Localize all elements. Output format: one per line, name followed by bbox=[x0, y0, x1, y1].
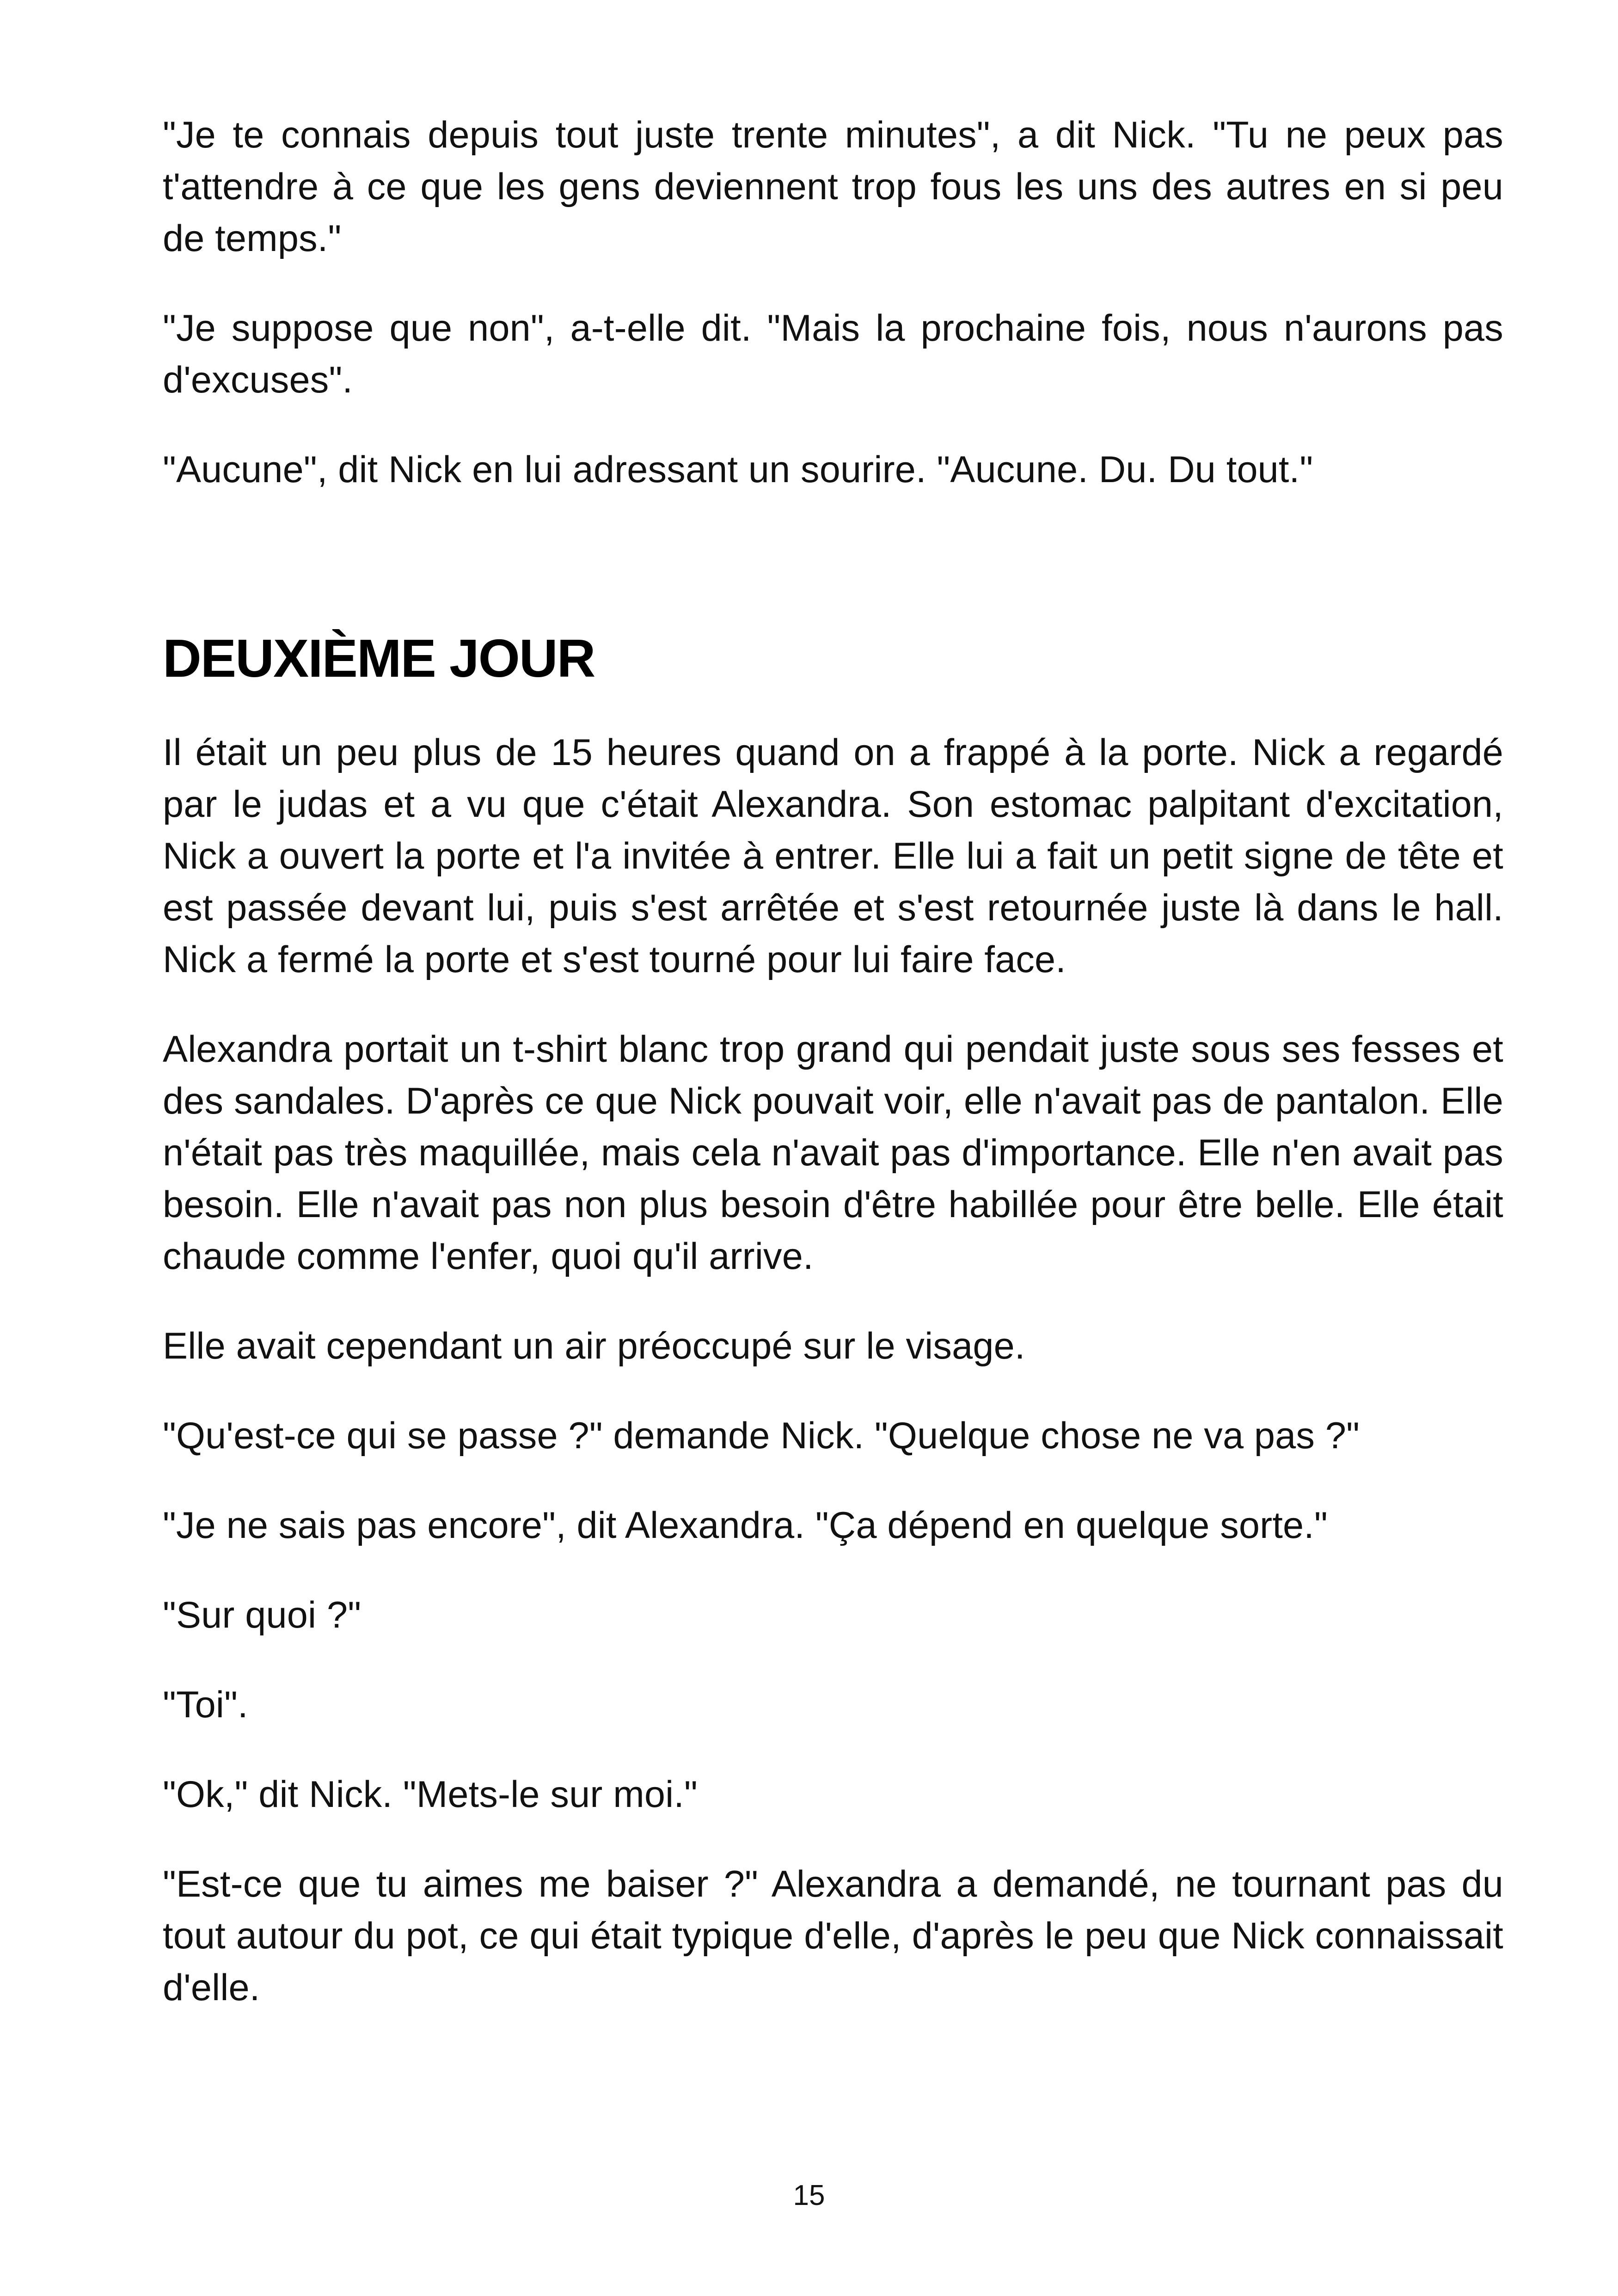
paragraph: "Toi". bbox=[163, 1684, 248, 1726]
chapter-title: DEUXIÈME JOUR bbox=[163, 628, 595, 688]
paragraph: "Je te connais depuis tout juste trente minutes", a dit Nick. "Tu ne peux pas t'attendre à ce que les gens deviennent trop fous les uns des autres en si peu de temps." bbox=[163, 114, 1503, 259]
paragraph: "Est-ce que tu aimes me baiser ?" Alexandra a demandé, ne tournant pas du tout autour du pot, ce qui était typique d'elle, d'après le peu que Nick connaissait d'elle. bbox=[163, 1863, 1503, 2008]
page-number: 15 bbox=[793, 2180, 825, 2211]
page-content bbox=[163, 109, 1503, 2051]
paragraph: "Je suppose que non", a-t-elle dit. "Mais la prochaine fois, nous n'aurons pas d'excuses". bbox=[163, 307, 1503, 401]
paragraph: Il était un peu plus de 15 heures quand on a frappé à la porte. Nick a regardé par le judas et a vu que c'était Alexandra. Son estomac palpitant d'excitation, Nick a ouvert la porte et l'a invitée à entrer. Elle lui a fait un petit signe de tête et est passée devant lui, puis s'est arrêtée et s'est retournée juste là dans le hall. Nick a fermé la porte et s'est tourné pour lui faire face. bbox=[163, 732, 1503, 980]
paragraph: Elle avait cependant un air préoccupé sur le visage. bbox=[163, 1325, 1025, 1367]
paragraph: "Je ne sais pas encore", dit Alexandra. "Ça dépend en quelque sorte." bbox=[163, 1505, 1328, 1546]
paragraph: "Qu'est-ce qui se passe ?" demande Nick. "Quelque chose ne va pas ?" bbox=[163, 1415, 1360, 1457]
paragraph: Alexandra portait un t-shirt blanc trop grand qui pendait juste sous ses fesses et des sandales. D'après ce que Nick pouvait voir, elle n'avait pas de pantalon. Elle n'était pas très maquillée, mais cela n'avait pas d'importance. Elle n'en avait pas besoin. Elle n'avait pas non plus besoin d'être habillée pour être belle. Elle était chaude comme l'enfer, quoi qu'il arrive. bbox=[163, 1029, 1503, 1277]
paragraph: "Ok," dit Nick. "Mets-le sur moi." bbox=[163, 1774, 698, 1815]
paragraph: "Sur quoi ?" bbox=[163, 1594, 362, 1636]
paragraph: "Aucune", dit Nick en lui adressant un sourire. "Aucune. Du. Du tout." bbox=[163, 449, 1313, 490]
